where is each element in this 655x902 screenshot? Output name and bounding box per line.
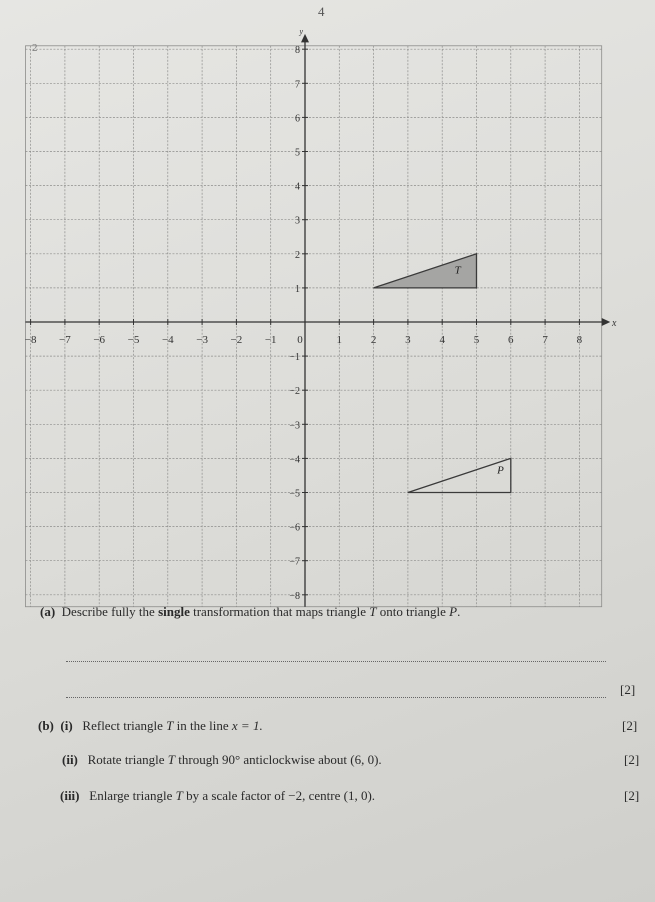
part-b-iii-text: Enlarge triangle: [89, 788, 176, 803]
x-tick-label: −6: [93, 334, 106, 346]
question-b-iii: [60, 788, 375, 804]
y-tick-label: 4: [295, 181, 300, 193]
y-tick-label: −8: [289, 590, 300, 602]
part-b-i-equation: x = 1.: [231, 718, 263, 733]
axes: [25, 27, 617, 607]
part-a-triangle-t: T: [369, 604, 377, 619]
part-b-ii-text: Rotate triangle: [87, 752, 168, 767]
part-b-ii-triangle-t: T: [167, 752, 176, 767]
y-tick-label: −7: [289, 556, 300, 568]
part-a-marks: [2]: [620, 682, 636, 697]
x-tick-label: −5: [127, 334, 140, 346]
x-tick-label: −1: [264, 334, 277, 346]
question-a: [40, 604, 460, 620]
part-b-i-marks: [2]: [622, 718, 638, 733]
y-tick-label: 6: [295, 113, 300, 125]
y-tick-label: 2: [295, 249, 300, 261]
x-axis-arrow: [602, 318, 611, 326]
x-tick-label: −2: [230, 334, 243, 346]
part-b-i-text: Reflect triangle: [82, 718, 167, 733]
grid-lines: [25, 46, 601, 607]
question-b-i: [38, 718, 263, 734]
part-b-iii-marks: [2]: [624, 788, 640, 803]
part-b-i-triangle-t: T: [166, 718, 174, 733]
y-tick-label: 1: [295, 283, 300, 295]
y-tick-label: 3: [295, 215, 300, 227]
part-b-i-label: (i): [60, 718, 73, 733]
x-tick-label: 7: [542, 334, 548, 346]
y-tick-label: 8: [295, 45, 300, 57]
triangle-p-label: P: [497, 464, 504, 477]
part-a-bold-word: single: [158, 604, 190, 619]
part-a-mid: onto triangle: [376, 604, 450, 619]
part-b-ii-rest: through 90° anticlockwise about (6, 0).: [175, 752, 382, 767]
x-tick-label: 2: [370, 334, 377, 346]
part-a-label: (a): [40, 604, 56, 619]
answer-line-1[interactable]: [66, 661, 606, 662]
part-b-iii-triangle-t: T: [175, 788, 183, 803]
y-tick-label: −2: [289, 386, 300, 398]
part-b-i-rest: in the line: [173, 718, 232, 733]
part-b-iii-label: (iii): [60, 788, 80, 803]
part-a-triangle-p: P: [449, 604, 458, 619]
x-tick-label: 5: [473, 334, 480, 346]
x-tick-label: 6: [508, 334, 514, 346]
part-a-end: .: [457, 604, 461, 619]
answer-line-2[interactable]: [66, 697, 606, 698]
y-tick-label: −6: [289, 522, 300, 534]
y-tick-label: 5: [295, 147, 300, 159]
part-b-ii-label: (ii): [62, 752, 78, 767]
y-tick-label: −1: [289, 352, 300, 364]
page-number: 4: [318, 4, 325, 19]
y-tick-label: −3: [289, 420, 300, 432]
triangle-t: [374, 254, 477, 288]
tick-labels: [25, 45, 583, 602]
x-tick-label: −4: [161, 334, 174, 346]
y-axis-label: y: [299, 26, 303, 36]
x-tick-label: 8: [576, 334, 583, 346]
x-tick-label: 0: [297, 334, 303, 346]
part-b-label: (b): [38, 718, 54, 733]
grid-border: [25, 46, 601, 607]
corner-mark: 2: [32, 42, 38, 54]
y-tick-label: −5: [289, 488, 300, 500]
question-b-ii: [62, 752, 382, 768]
triangle-p: [408, 458, 511, 492]
x-tick-label: 1: [336, 334, 343, 346]
y-tick-label: −4: [289, 454, 300, 466]
x-tick-label: −8: [24, 334, 37, 346]
x-tick-label: 3: [405, 334, 411, 346]
part-a-text-after: transformation that maps triangle: [189, 604, 370, 619]
part-b-iii-rest: by a scale factor of −2, centre (1, 0).: [182, 788, 376, 803]
y-tick-label: 7: [295, 79, 300, 91]
part-b-ii-marks: [2]: [624, 752, 640, 767]
x-axis-label: x: [611, 318, 617, 329]
part-a-text-before: Describe fully the: [61, 604, 159, 619]
x-tick-label: 4: [439, 334, 445, 346]
x-tick-label: −7: [59, 334, 71, 346]
x-tick-label: −3: [196, 334, 208, 346]
triangle-t-label: T: [454, 264, 461, 277]
